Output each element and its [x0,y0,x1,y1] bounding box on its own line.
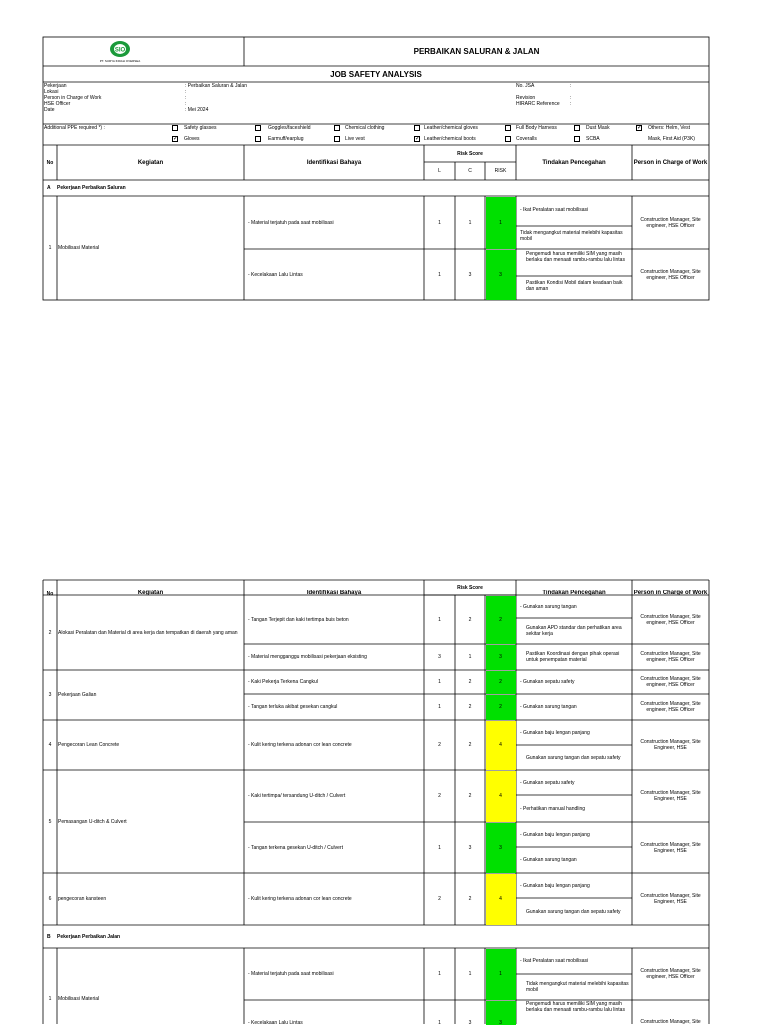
likelihood-value: 1 [438,271,441,278]
prevention-text: Gunakan APD standar dan perhatikan area sekitar kerja [526,625,622,637]
ppe-item-label: Mask, First Aid (P3K) [648,136,695,142]
row-no: 2 [48,629,52,636]
info-value: : [570,101,572,107]
risk-value: 3 [486,823,516,873]
row-kegiatan: Pengecoran Lean Concrete [58,742,120,748]
pic-text: Construction Manager, Site [640,1019,701,1024]
ppe-checkbox[interactable]: ✓ [415,136,421,142]
risk-value: 3 [486,1001,516,1025]
col-header-kegiatan: Kegiatan [137,159,164,166]
ppe-item-label: Safety glasses [184,125,217,131]
prevention-text: - Perhatikan manual handling [520,805,586,812]
col-header-bahaya: Identifikasi Bahaya [306,590,362,595]
info-value: : [185,95,187,101]
col-header-no: No [46,159,54,166]
row-kegiatan: Mobilisasi Material [58,996,100,1002]
col-header-risk-score: Risk Score [457,584,483,591]
row-no: 4 [48,742,52,748]
consequence-value: 2 [468,742,472,748]
consequence-value: 1 [468,219,472,226]
info-value: : [570,95,572,101]
consequence-value: 3 [468,844,472,851]
pic-text: Construction Manager, Site engineer, HSE Officer [640,268,701,281]
prevention-text: Tidak mengangkut material melebihi kapasitas mobil [526,981,629,993]
col-header-tindakan: Tindakan Pencegahan [542,590,606,595]
document-subtitle: JOB SAFETY ANALYSIS [330,69,422,79]
col-header-c: C [468,168,472,174]
section-letter: A [47,185,51,191]
ppe-item-label: Leather/chemical gloves [424,125,478,131]
col-header-pic: Person in Charge of Work [633,159,708,166]
col-header-bahaya: Identifikasi Bahaya [306,159,362,166]
info-value: : [185,89,187,95]
risk-value: 4 [486,721,516,770]
ppe-checkbox[interactable]: ✓ [637,125,643,131]
prevention-text: Pastikan Kondisi Mobil dalam keadaan baik dan aman [526,280,623,292]
consequence-value: 1 [468,971,472,977]
svg-text:SIO: SIO [114,47,126,54]
hazard-text: - Kaki Pekerja Terkena Cangkul [248,679,318,685]
info-label: Lokasi [44,89,59,95]
col-header-risk-score: Risk Score [457,150,483,157]
prevention-text: - Gunakan baju lengan panjang [520,882,590,889]
section-letter: B [47,933,51,940]
likelihood-value: 1 [438,219,441,226]
risk-value: 1 [486,197,516,249]
prevention-text: Pengemudi harus memiliki SIM yang masih berlaku dan menaati rambu-rambu lalu lintas [526,1001,625,1013]
prevention-text: Gunakan sarung tangan dan sepatu safety [526,754,621,761]
risk-value: 4 [486,874,516,925]
pic-text: Construction Manager, Site Engineer, HSE [640,790,701,802]
prevention-text: - Gunakan sarung tangan [520,603,577,610]
hazard-text: - Tangan terkena gesekan U-ditch / Culvert [248,844,343,851]
ppe-item-label: Others: Helm, Vest [648,125,690,131]
likelihood-value: 1 [438,679,441,685]
likelihood-value: 2 [438,742,441,748]
info-value: : [185,101,187,107]
pic-text: Construction Manager, Site Engineer, HSE [640,739,701,751]
prevention-text: - Ikat Peralatan saat mobilisasi [520,207,589,213]
consequence-value: 2 [468,704,472,710]
prevention-text: Pastikan Koordinasi dengan pihak operasi untuk penempatan material [526,651,620,663]
consequence-value: 1 [468,654,472,660]
pic-text: Construction Manager, Site engineer, HSE Officer [640,968,701,980]
prevention-text: Pengemudi harus memiliki SIM yang masih berlaku dan menaati rambu-rambu lalu lintas [526,251,625,263]
ppe-item-label: Chemical clothing [345,125,385,131]
row-kegiatan: Pemasangan U-ditch & Culvert [58,818,127,825]
info-label: Person in Charge of Work [44,95,102,101]
info-label: HIRARC Reference [516,101,560,107]
consequence-value: 3 [468,1020,472,1024]
risk-value: 1 [486,949,516,1000]
pic-text: Construction Manager, Site engineer, HSE Officer [640,216,701,229]
company-name: PT. SURYA INDAH OVERSEA [99,59,141,63]
info-label: Revision [516,95,536,101]
ppe-item-label: Gloves [184,136,200,142]
prevention-text: - Gunakan baju lengan panjang [520,831,590,838]
risk-value: 3 [486,250,516,300]
likelihood-value: 2 [438,896,441,902]
likelihood-value: 3 [438,654,441,660]
consequence-value: 3 [468,271,472,278]
ppe-item-label: SCBA [586,136,600,142]
prevention-text: - Gunakan sarung tangan [520,857,577,863]
row-no: 3 [48,692,52,698]
ppe-item-label: Earmuff/earplug [268,136,304,142]
risk-value: 4 [486,771,516,822]
hazard-text: - Tangan terluka akibat gesekan cangkul [248,704,338,710]
risk-value: 2 [486,596,516,644]
section-title: Pekerjaan Perbaikan Jalan [57,933,121,940]
prevention-text: Tidak mengangkut material melebihi kapasitas mobil [520,230,623,242]
hazard-text: - Tangan Terjepit dan kaki tertimpa buis beton [248,616,349,623]
prevention-text: Gunakan sarung tangan dan sepatu safety [526,908,621,915]
pic-text: Construction Manager, Site engineer, HSE Officer [640,701,701,713]
prevention-text: - Gunakan baju lengan panjang [520,729,590,736]
hazard-text: - Kulit kering terkena adonan cor lean concrete [248,742,352,748]
hazard-text: - Material terjatuh pada saat mobilisasi [248,971,334,977]
ppe-item-label: Goggles/faceshield [268,125,311,131]
likelihood-value: 1 [438,616,441,623]
hazard-text: - Kecelakaan Lalu Lintas [248,271,303,278]
info-label: Pekerjaan [44,83,67,89]
hazard-text: - Kaki tertimpa/ tersandung U-ditch / Culvert [248,793,346,799]
consequence-value: 2 [468,616,472,623]
row-no: 5 [48,818,52,825]
col-header-kegiatan: Kegiatan [137,590,164,595]
info-label: Date [44,107,55,113]
ppe-label: Additional PPE required *) : [44,125,105,131]
ppe-item-label: Coveralls [516,136,537,142]
pic-text: Construction Manager, Site engineer, HSE Officer [640,676,701,688]
row-kegiatan: Alokasi Peralatan dan Material di area kerja dan tempatkan di daerah yang aman [58,629,238,636]
info-label: HSE Officer [44,101,71,107]
row-kegiatan: Pekerjaan Galian [58,692,97,698]
likelihood-value: 1 [438,1020,441,1024]
prevention-text: - Gunakan sarung tangan [520,704,577,710]
row-no: 6 [48,896,52,902]
row-kegiatan: Mobilisasi Material [58,245,100,251]
pic-text: Construction Manager, Site Engineer, HSE [640,841,701,854]
likelihood-value: 2 [438,793,441,799]
likelihood-value: 1 [438,704,441,710]
hazard-text: - Kecelakaan Lalu Lintas [248,1020,303,1024]
info-value: : [570,83,572,89]
row-no: 1 [48,996,52,1002]
likelihood-value: 1 [438,844,441,851]
risk-value: 2 [486,695,516,720]
prevention-text: - Gunakan sepatu safety [520,679,575,685]
consequence-value: 2 [468,896,472,902]
info-value: : Mei 2024 [185,107,209,113]
pic-text: Construction Manager, Site engineer, HSE Officer [640,651,701,663]
hazard-text: - Kulit kering terkena adonan cor lean concrete [248,896,352,902]
info-value: : Perbaikan Saluran & Jalan [185,83,247,89]
row-kegiatan: pengecoran kansteen [58,896,107,902]
row-no: 1 [48,245,52,251]
ppe-item-label: Dust Mask [586,125,610,131]
ppe-item-label: Leather/chemical boots [424,136,476,142]
col-header-no: No [46,591,54,597]
consequence-value: 2 [468,793,472,799]
col-header-pic: Person in Charge of Work [633,590,708,595]
hazard-text: - Material mengganggu mobilisasi pekerjaan eksisting [248,654,367,660]
col-header-tindakan: Tindakan Pencegahan [542,159,606,166]
hazard-text: - Material terjatuh pada saat mobilisasi [248,219,334,226]
section-title: Pekerjaan Perbaikan Saluran [57,185,126,191]
risk-value: 2 [486,671,516,694]
ppe-item-label: Full Body Harness [516,125,557,131]
pic-text: Construction Manager, Site Engineer, HSE [640,893,701,905]
ppe-checkbox[interactable]: ✓ [173,136,179,142]
pic-text: Construction Manager, Site engineer, HSE Officer [640,613,701,626]
consequence-value: 2 [468,679,472,685]
prevention-text: - Gunakan sepatu safety [520,779,575,786]
ppe-item-label: Live vest [345,136,365,142]
prevention-text: - Ikat Peralatan saat mobilisasi [520,958,589,964]
col-header-l: L [438,168,441,174]
info-label: No. JSA [516,83,535,89]
likelihood-value: 1 [438,971,441,977]
document-title: PERBAIKAN SALURAN & JALAN [413,47,540,56]
col-header-risk: RISK [494,168,507,174]
risk-value: 3 [486,645,516,670]
